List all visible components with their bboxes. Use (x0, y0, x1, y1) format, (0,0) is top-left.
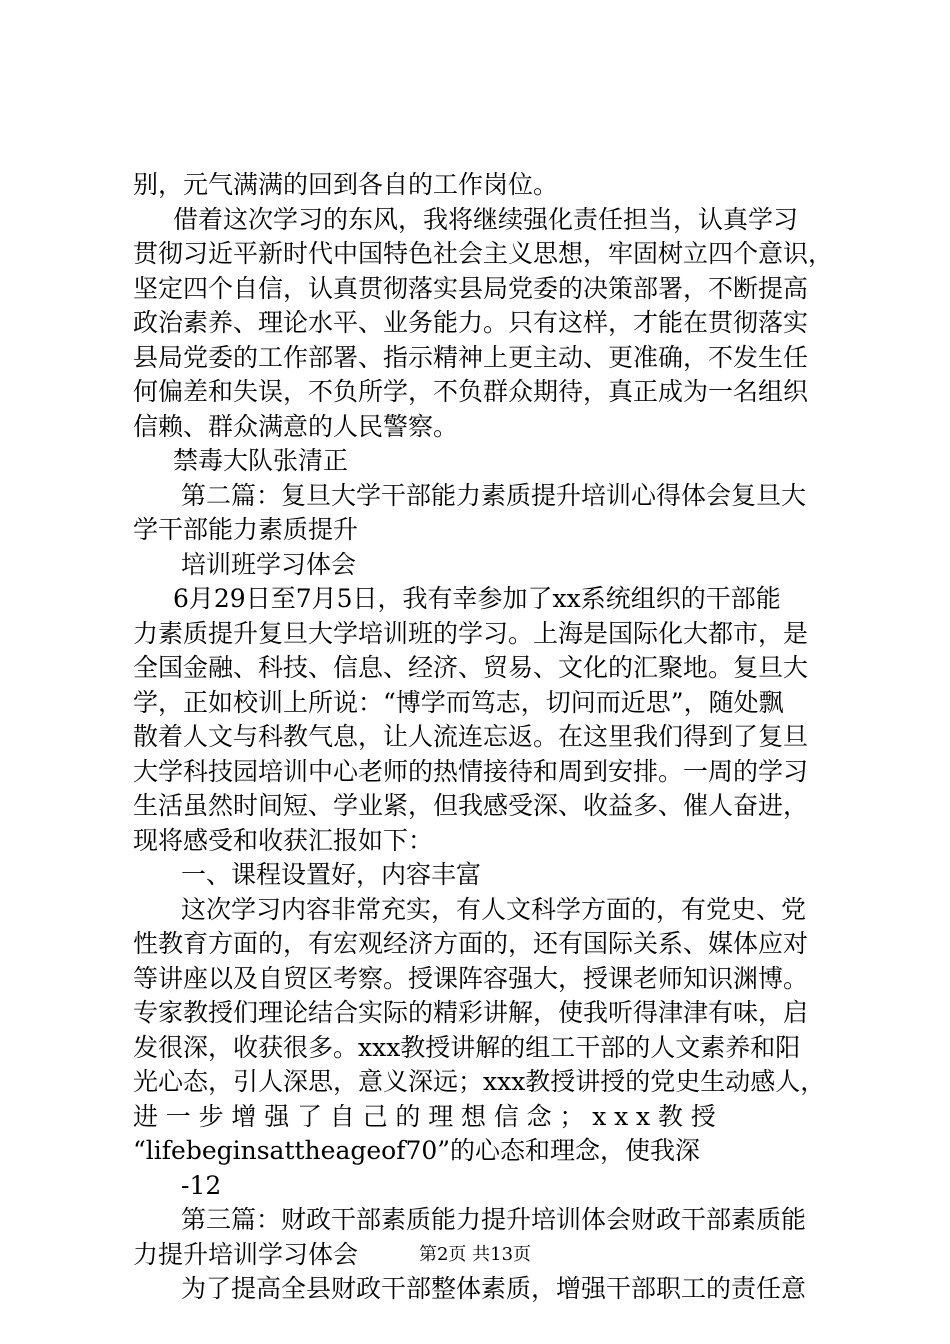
signature-line: 禁毒大队张清正 (173, 446, 349, 475)
text-line: 为了提高全县财政干部整体素质，增强干部职工的责任意 (181, 1274, 807, 1303)
text-line: 学，正如校训上所说：“博学而笃志，切问而近思”，随处飘 (133, 687, 784, 717)
text-line: 进一步增强了自己的理想信念；xxx教授 (133, 1101, 724, 1131)
text-line: 贯彻习近平新时代中国特色社会主义思想，牢固树立四个意识， (133, 239, 834, 268)
text-line: 光心态，引人深思，意义深远；xxx教授讲授的党史生动感人， (133, 1067, 826, 1096)
text-line: 等讲座以及自贸区考察。授课阵容强大，授课老师知识渊博。 (133, 963, 809, 993)
section-heading: 第二篇：复旦大学干部能力素质提升培训心得体会复旦大 (181, 480, 807, 510)
text-line: 力素质提升复旦大学培训班的学习。上海是国际化大都市，是 (133, 618, 809, 648)
text-line: 发很深，收获很多。xxx教授讲解的组工干部的人文素养和阳 (133, 1032, 801, 1062)
text-line: 坚定四个自信，认真贯彻落实县局党委的决策部署，不断提高 (133, 273, 809, 303)
text-line: 借着这次学习的东风，我将继续强化责任担当，认真学习 (173, 204, 799, 234)
text-line: 生活虽然时间短、学业紧，但我感受深、收益多、催人奋进， (133, 791, 809, 820)
text-line: 县局党委的工作部署、指示精神上更主动、更准确，不发生任 (133, 342, 809, 372)
text-line: 专家教授们理论结合实际的精彩讲解，使我听得津津有味，启 (133, 998, 809, 1027)
section-heading: 第三篇：财政干部素质能力提升培训体会财政干部素质能 (181, 1205, 807, 1234)
text-line: 6月29日至7月5日，我有幸参加了xx系统组织的干部能 (173, 584, 781, 613)
page-footer: 第2页 共13页 (418, 1244, 532, 1265)
text-line: “lifebeginsattheageof70”的心态和理念，使我深 (133, 1136, 701, 1165)
subsection-heading: 一、课程设置好，内容丰富 (181, 860, 482, 889)
subtitle-line: 培训班学习体会 (181, 549, 357, 579)
section-heading: 学干部能力素质提升 (133, 515, 359, 544)
section-heading: 力提升培训学习体会 (133, 1239, 359, 1269)
text-line: 政治素养、理论水平、业务能力。只有这样，才能在贯彻落实 (133, 308, 809, 337)
text-line: 大学科技园培训中心老师的热情接待和周到安排。一周的学习 (133, 756, 809, 786)
text-line: 性教育方面的，有宏观经济方面的，还有国际关系、媒体应对 (133, 929, 809, 958)
text-line: 别，元气满满的回到各自的工作岗位。 (133, 170, 559, 199)
document-body (133, 168, 833, 1307)
text-line: 何偏差和失误，不负所学，不负群众期待，真正成为一名组织 (133, 377, 809, 406)
text-line: 这次学习内容非常充实，有人文科学方面的，有党史、党 (181, 894, 807, 924)
page-marker: -12 (181, 1170, 222, 1200)
text-line: 现将感受和收获汇报如下： (133, 825, 434, 855)
text-line: 信赖、群众满意的人民警察。 (133, 411, 459, 441)
text-line: 散着人文与科教气息，让人流连忘返。在这里我们得到了复旦 (133, 722, 809, 751)
text-line: 全国金融、科技、信息、经济、贸易、文化的汇聚地。复旦大 (133, 653, 809, 682)
